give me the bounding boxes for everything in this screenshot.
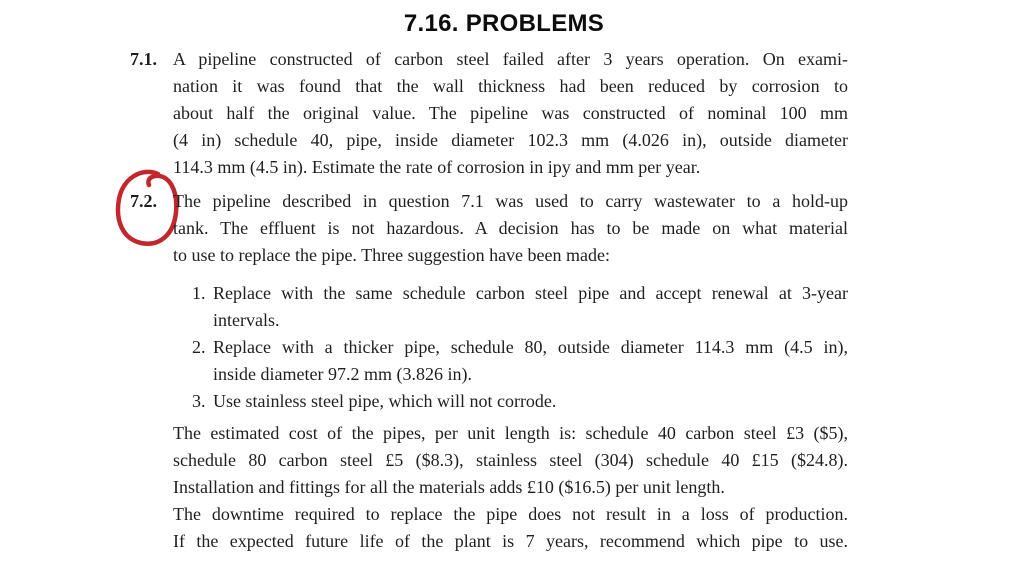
list-item-2-line: inside diameter 97.2 mm (3.826 in). [213,364,472,384]
problem-7-2 [130,188,848,269]
list-item-2-number: 2. [192,337,206,357]
list-item-1 [173,280,848,334]
list-item-1-line: intervals. [213,310,280,330]
problem-7-2-number: 7.2. [130,191,157,211]
closing-line: If the expected future life of the plant is 7 years, recommend which pipe to use. [173,531,848,551]
problem-7-1 [130,46,848,181]
list-item-3-number: 3. [192,391,206,411]
list-item-3-line: Use stainless steel pipe, which will not corrode. [213,391,557,411]
section-title: 7.16. PROBLEMS [403,10,605,37]
list-item-1-number: 1. [192,283,206,303]
problem-7-2-line: to use to replace the pipe. Three suggestion have been made: [173,245,611,265]
list-item-1-line: Replace with the same schedule carbon steel pipe and accept renewal at 3-year [213,283,848,303]
closing-line: The downtime required to replace the pipe does not result in a loss of production. [173,504,848,524]
problem-7-1-line: 114.3 mm (4.5 in). Estimate the rate of corrosion in ipy and mm per year. [173,157,701,177]
closing-line: schedule 80 carbon steel £5 ($8.3), stainless steel (304) schedule 40 £15 ($24.8). [173,450,848,470]
problem-7-1-number: 7.1. [130,49,157,69]
list-item-2 [173,334,848,388]
problem-7-2-line: tank. The effluent is not hazardous. A decision has to be made on what material [173,218,848,238]
list-item-2-line: Replace with a thicker pipe, schedule 80, outside diameter 114.3 mm (4.5 in), [213,337,848,357]
closing-paragraph [173,420,848,555]
options-list [173,280,848,415]
problem-7-2-line: The pipeline described in question 7.1 was used to carry wastewater to a hold-up [173,191,848,211]
problem-7-1-line: nation it was found that the wall thickness had been reduced by corrosion to [173,76,848,96]
list-item-3 [173,388,848,415]
closing-line: Installation and fittings for all the materials adds £10 ($16.5) per unit length. [173,477,725,497]
problem-7-1-line: A pipeline constructed of carbon steel failed after 3 years operation. On exami- [173,49,848,69]
closing-line: The estimated cost of the pipes, per unit length is: schedule 40 carbon steel £3 ($5), [173,423,848,443]
problem-7-1-line: about half the original value. The pipeline was constructed of nominal 100 mm [173,103,848,123]
problem-7-1-line: (4 in) schedule 40, pipe, inside diameter 102.3 mm (4.026 in), outside diameter [173,130,848,150]
